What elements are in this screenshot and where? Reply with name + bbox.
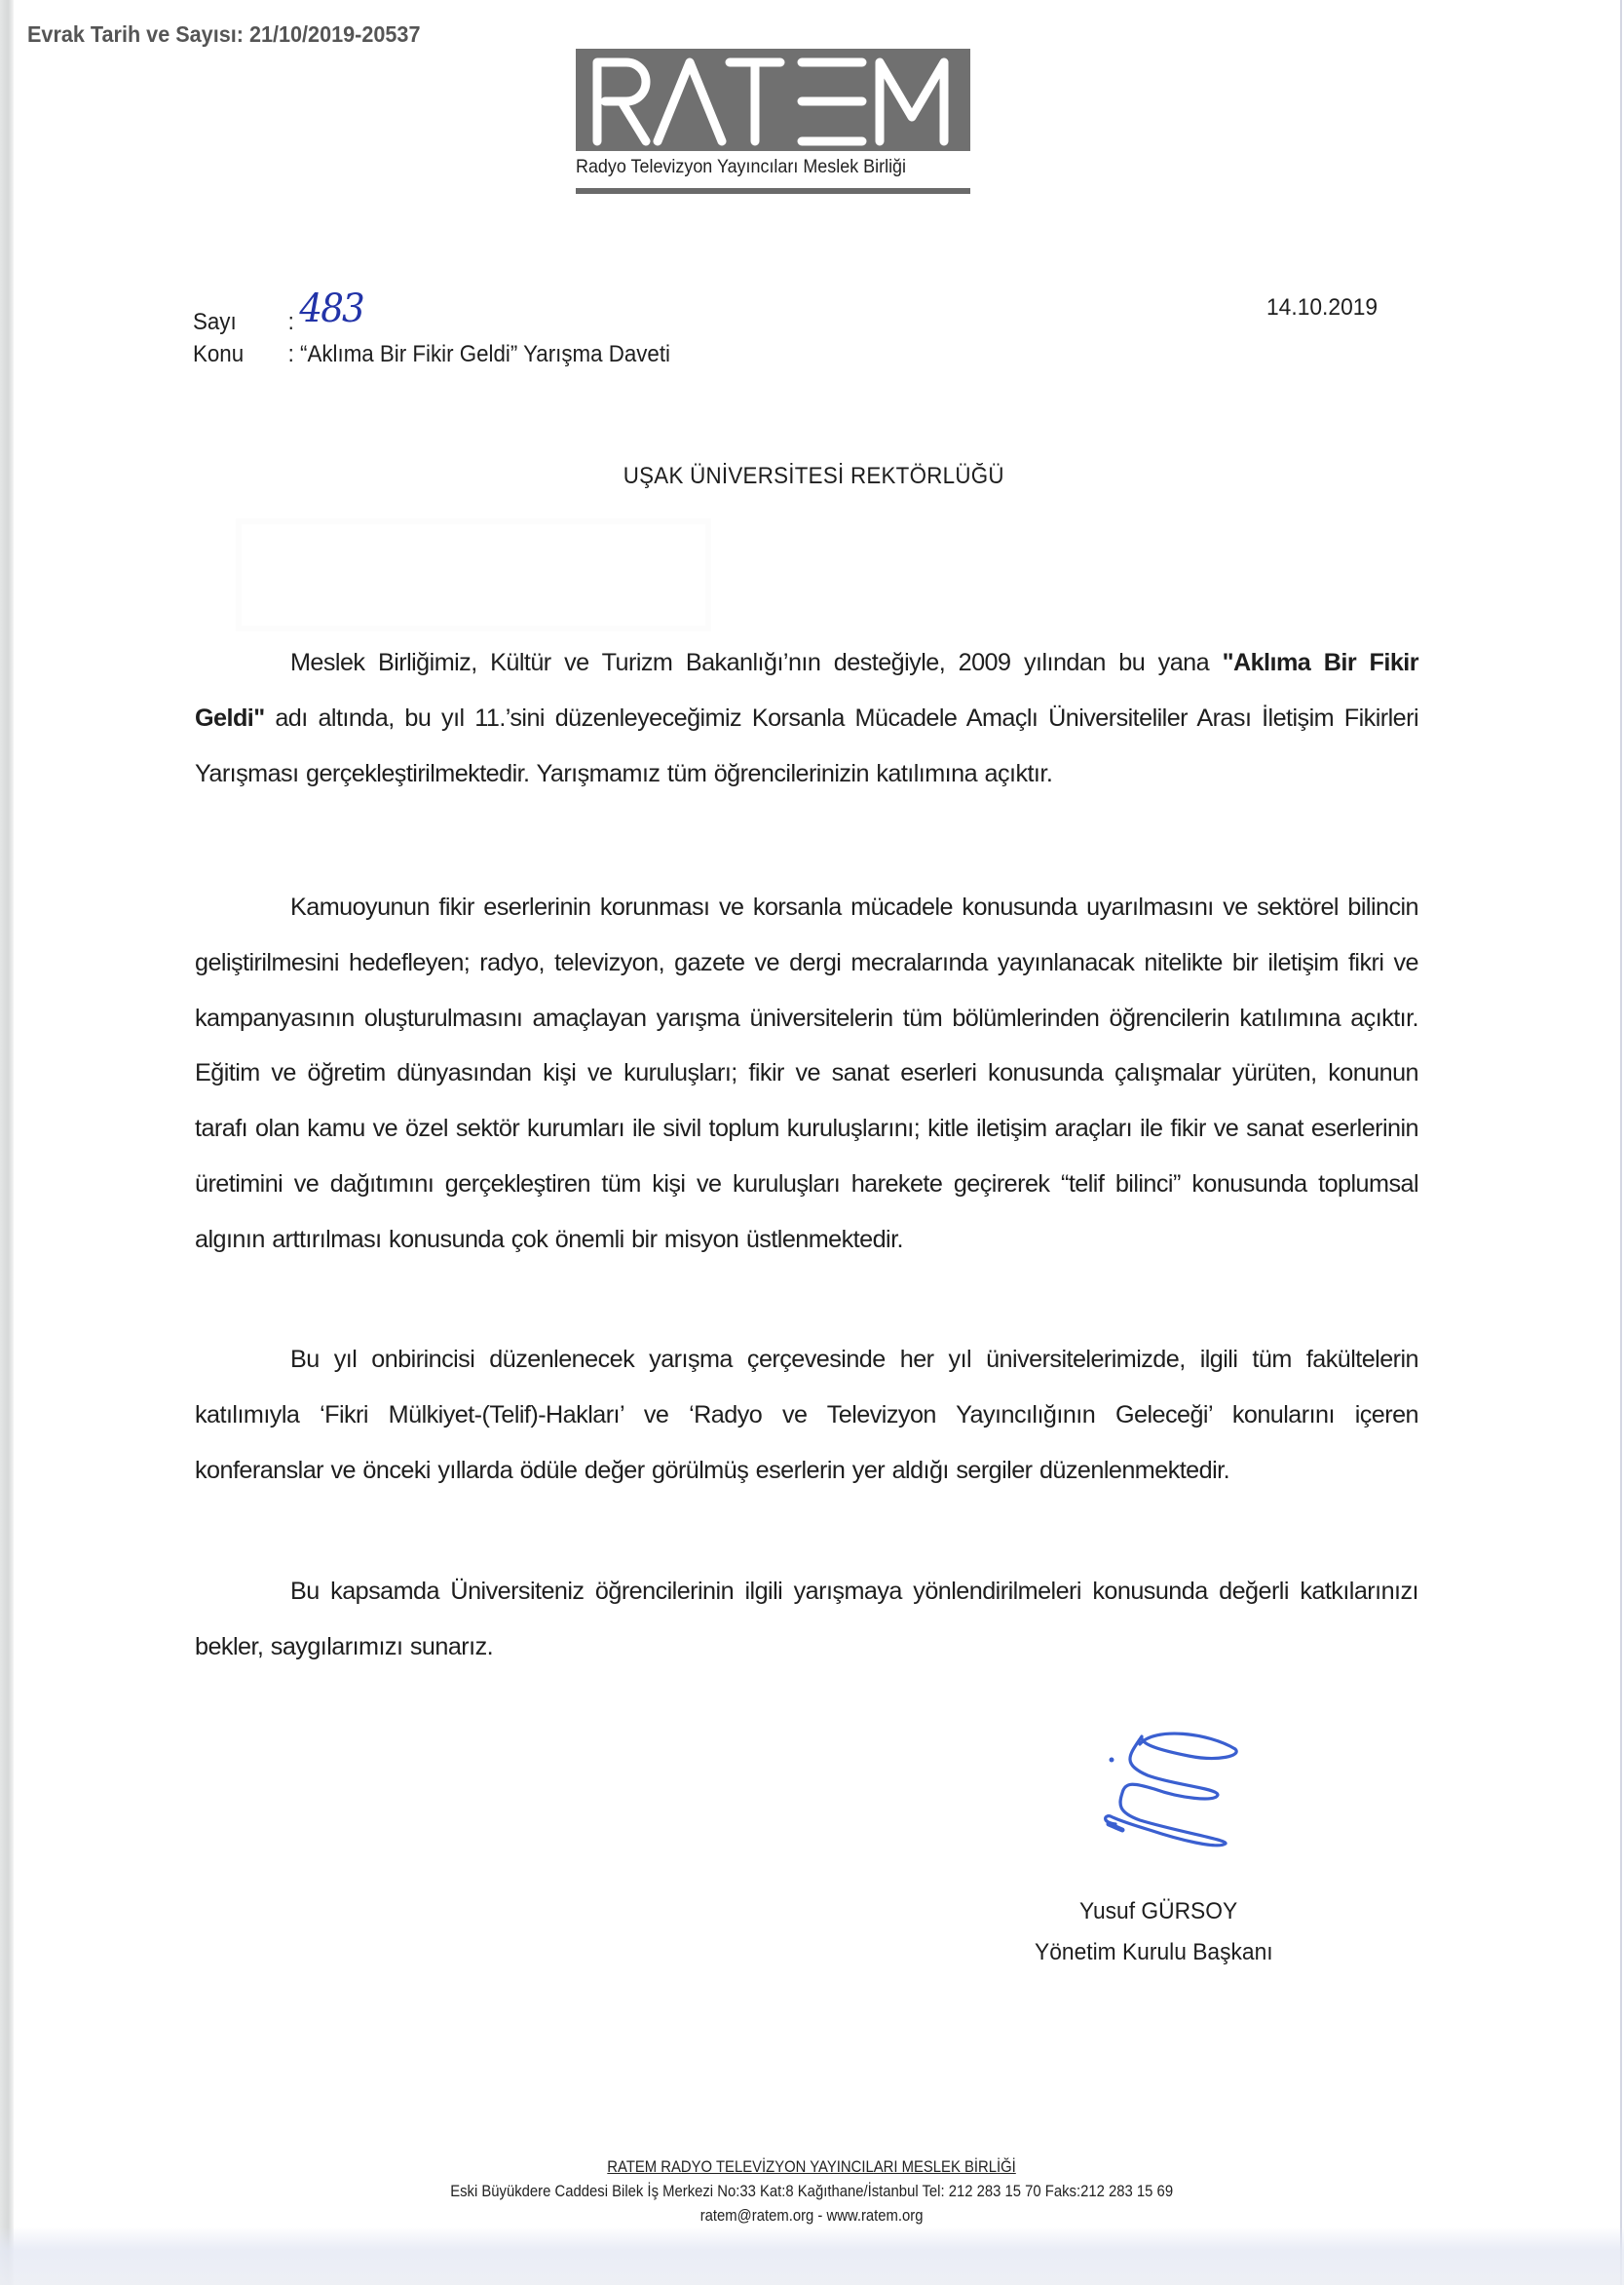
signature (1072, 1715, 1257, 1851)
ratem-logo (576, 49, 970, 151)
letter-footer (0, 2155, 1624, 2228)
paragraph-4-text: Bu kapsamda Üniversiteniz öğrencilerinin ilgili yarışmaya yönlendirilmeleri konusunda değerli katkılarınızı bekler, saygılarımızı sunarız. (195, 1578, 1418, 1660)
konu-value: “Aklıma Bir Fikir Geldi” Yarışma Daveti (300, 341, 670, 367)
reference-number-row (193, 286, 363, 339)
subject-row (193, 341, 670, 368)
signature-icon (1072, 1715, 1257, 1851)
letter-date: 14.10.2019 (1266, 294, 1379, 321)
scan-edge-right (1620, 0, 1622, 2285)
konu-label: Konu (193, 341, 245, 367)
footer-org: RATEM RADYO TELEVİZYON YAYINCILARI MESLEK BİRLİĞİ (607, 2158, 1017, 2176)
recipient-text: UŞAK ÜNİVERSİTESİ REKTÖRLÜĞÜ (623, 463, 1005, 489)
sayi-separator: : (287, 309, 294, 335)
ratem-logo-icon (576, 49, 970, 151)
footer-contact: ratem@ratem.org - www.ratem.org (700, 2207, 924, 2225)
paragraph-2-text: Kamuoyunun fikir eserlerinin korunması ve korsanla mücadele konusunda uyarılmasını ve sektörel bilincin geliştirilmesini hedefleyen; radyo, televizyon, gazete ve dergi mecralarında yayınlanacak nitelikte bir iletişim fikri ve kampanyasının oluşturulmasını amaçlayan yarışma üniversitelerin tüm bölümlerinden öğrencilerin katılımına açıktır. Eğitim ve öğretim dünyasından kişi ve kuruluşları; fikir ve sanat eserleri konusunda çalışmalar yürüten, konunun tarafı olan kamu ve özel sektör kurumları ile sivil toplum kuruluşlarını; kitle iletişim araçları ile fikir ve sanat eserlerinin üretimini ve dağıtımını gerçekleştiren tüm kişi ve kuruluşları harekete geçirerek “telif bilinci” konusunda toplumsal algının arttırılması konusunda çok önemli bir misyon üstlenmektedir. (195, 894, 1418, 1253)
paragraph-3-text: Bu yıl onbirincisi düzenlenecek yarışma çerçevesinde her yıl üniversitelerimizde, ilgili tüm fakültelerin katılımıyla ‘Fikri Mülkiyet-(Telif)-Hakları’ ve ‘Radyo ve Televizyon Yayıncılığının Geleceği’ konularını içeren konferanslar ve önceki yıllarda ödüle değer görülmüş eserlerin yer aldığı sergiler düzenlenmektedir. (195, 1346, 1418, 1484)
paragraph-3 (195, 1332, 1418, 1498)
recipient-heading (0, 463, 1624, 490)
paragraph-1-text-b: adı altında, bu yıl 11.’sini düzenleyeceğimiz Korsanla Mücadele Amaçlı Üniversiteliler Arası İletişim Fikirleri Yarışması gerçekleştirilmektedir. Yarışmamız tüm öğrencilerinizin katılımına açıktır. (195, 704, 1418, 787)
signature-dot (1110, 1758, 1114, 1763)
paragraph-2 (195, 880, 1418, 1268)
logo-underline-bar (576, 188, 970, 194)
footer-contact-line (0, 2204, 1624, 2228)
paragraph-4 (195, 1564, 1418, 1675)
competition-name-bold: "Aklıma Bir Fikir Geldi" (195, 649, 1418, 732)
footer-org-line (0, 2155, 1624, 2180)
konu-separator: : (287, 341, 294, 367)
footer-address-line (0, 2180, 1624, 2204)
logo-subtitle: Radyo Televizyon Yayıncıları Meslek Birliği (576, 156, 907, 177)
scan-edge-left (0, 0, 14, 2285)
scan-smudge-bottom (0, 2227, 1624, 2285)
sayi-label: Sayı (193, 309, 237, 335)
document-date-number-stamp: Evrak Tarih ve Sayısı: 21/10/2019-20537 (27, 21, 421, 47)
handwritten-number: 483 (299, 286, 363, 331)
paragraph-1-text-a: Meslek Birliğimiz, Kültür ve Turizm Bakanlığı’nın desteğiyle, 2009 yılından bu yana (290, 649, 1223, 676)
footer-address: Eski Büyükdere Caddesi Bilek İş Merkezi No:33 Kat:8 Kağıthane/İstanbul Tel: 212 283 15 70 Faks:212 283 15 69 (450, 2183, 1174, 2200)
paragraph-1 (195, 635, 1418, 801)
signatory-title: Yönetim Kurulu Başkanı (1035, 1939, 1273, 1965)
signatory-name: Yusuf GÜRSOY (1079, 1898, 1238, 1924)
redaction-box (242, 524, 705, 626)
